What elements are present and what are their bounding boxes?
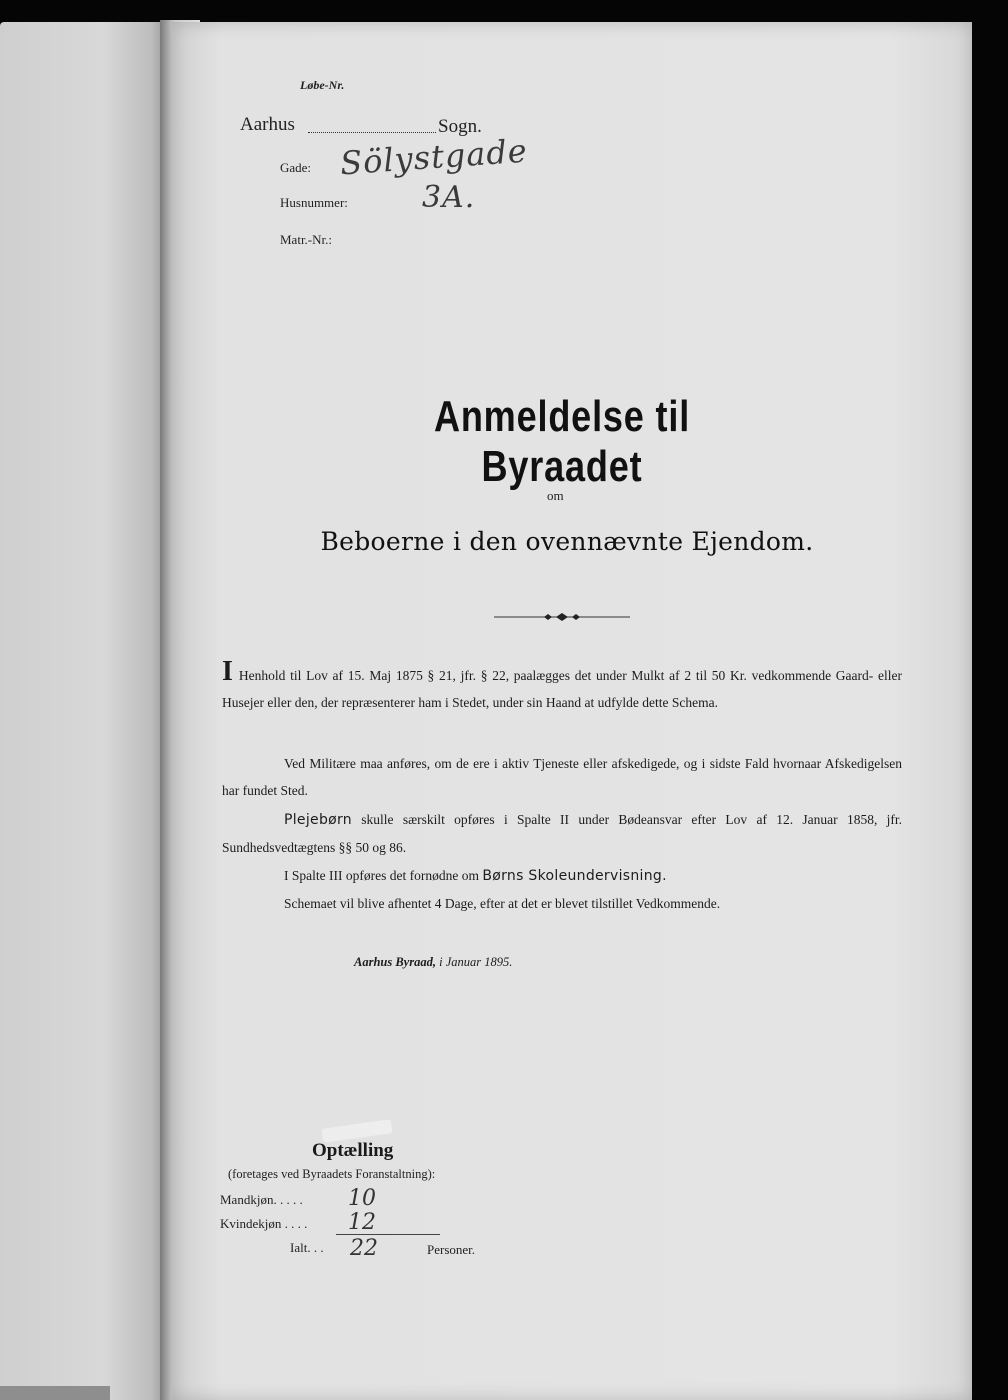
husnummer-label: Husnummer: <box>280 195 348 210</box>
form-page <box>172 22 972 1400</box>
total-count-value: 22 <box>350 1236 378 1261</box>
schooling-emphasis: Børns Skoleundervisning. <box>482 868 667 884</box>
sogn-fill-line <box>308 132 436 133</box>
counting-subtitle: (foretages ved Byraadets Foranstaltning): <box>228 1167 436 1181</box>
matr-nr-label: Matr.-Nr.: <box>280 232 332 247</box>
paragraph-4-text: I Spalte III opføres det fornødne om <box>284 868 479 883</box>
female-count-label: Kvindekjøn . . . . <box>220 1216 308 1231</box>
female-count-value: 12 <box>348 1210 376 1235</box>
previous-page-edge <box>0 22 172 1400</box>
paragraph-3-text: skulle særskilt opføres i Spalte II under Bødeansvar efter Lov af 12. Januar 1858, jfr. Sundhedsvedtægtens §§ 50 og 86. <box>222 812 903 855</box>
gade-handwritten-value: Sölystgade <box>338 131 529 183</box>
paragraph-legal-basis <box>222 656 902 716</box>
signature-line <box>354 955 512 970</box>
sum-line <box>336 1234 440 1235</box>
paragraph-1-text: Henhold til Lov af 15. Maj 1875 § 21, jfr. § 22, paalægges det under Mulkt af 2 til 50 Kr. vedkommende Gaard- eller Husejer eller den, der repræsenterer ham i Stedet, under sin Haand at udfylde dette Schema. <box>222 668 902 710</box>
persons-label: Personer. <box>427 1242 476 1257</box>
page-corner <box>0 1386 110 1400</box>
paragraph-foster-children <box>222 806 902 861</box>
decorative-divider <box>494 612 630 622</box>
page-subtitle: Beboerne i den ovennævnte Ejendom. <box>320 527 814 556</box>
loebe-nr-label: Løbe-Nr. <box>300 78 345 92</box>
foster-children-lead: Plejebørn <box>284 812 352 828</box>
title-connector: om <box>547 488 564 503</box>
total-count-label: Ialt. . . <box>290 1240 324 1255</box>
page-title: Anmeldelse til Byraadet <box>433 392 691 491</box>
signature-date: i Januar 1895. <box>439 955 513 969</box>
signature-body: Aarhus Byraad, <box>354 955 436 969</box>
aarhus-label: Aarhus <box>240 114 295 135</box>
drop-cap: I <box>222 656 233 687</box>
male-count-value: 10 <box>348 1186 376 1211</box>
gade-label: Gade: <box>280 160 312 175</box>
male-count-label: Mandkjøn. . . . . <box>220 1192 303 1207</box>
husnummer-handwritten-value: 3A. <box>422 180 476 215</box>
paragraph-schooling <box>222 862 902 890</box>
sogn-label: Sogn. <box>438 116 482 137</box>
paragraph-pickup: Schemaet vil blive afhentet 4 Dage, efter at det er blevet tilstillet Vedkommende. <box>284 896 721 911</box>
counting-title: Optælling <box>312 1140 394 1161</box>
paragraph-military: Ved Militære maa anføres, om de ere i aktiv Tjeneste eller afskedigede, og i sidste Fald hvornaar Afskedigelsen har fundet Sted. <box>222 756 902 798</box>
